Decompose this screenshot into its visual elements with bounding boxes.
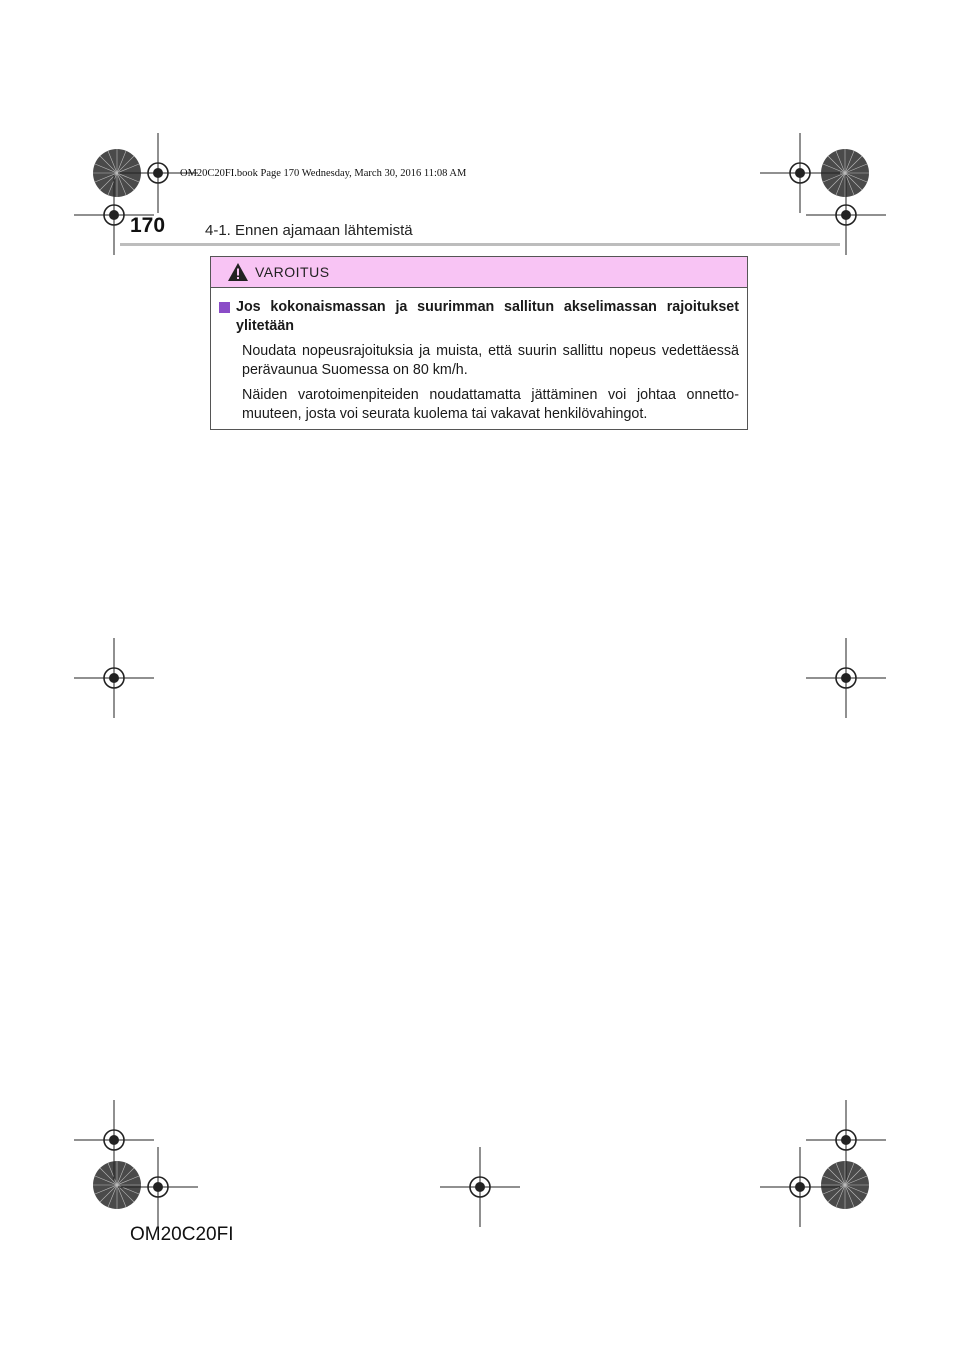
warning-label: VAROITUS	[255, 264, 330, 280]
warning-body	[211, 288, 747, 424]
warning-box	[210, 256, 748, 430]
warning-heading-text: Jos kokonaismassan ja suurimman sallitun akselimassan rajoitukset ylitetään	[236, 299, 739, 334]
registration-mark-icon	[74, 638, 154, 718]
header-rule	[120, 243, 840, 246]
registration-mark-icon	[440, 1147, 520, 1227]
square-bullet-icon	[219, 302, 230, 313]
print-info-line: OM20C20FI.book Page 170 Wednesday, March 30, 2016 11:08 AM	[180, 168, 467, 179]
registration-mark-icon	[806, 638, 886, 718]
warning-header	[211, 257, 747, 288]
warning-heading	[219, 298, 739, 336]
warning-triangle-icon	[227, 262, 249, 282]
model-code: OM20C20FI	[130, 1224, 234, 1245]
page-number: 170	[130, 214, 166, 237]
registration-mark-icon	[760, 1147, 840, 1227]
registration-mark-icon	[118, 1147, 198, 1227]
warning-paragraph: Näiden varotoimenpiteiden noudattamatta jättäminen voi johtaa onnetto-muuteen, josta voi seurata kuolema tai vakavat henkilövahingot.	[242, 387, 739, 422]
warning-paragraph: Noudata nopeusrajoituksia ja muista, että suurin sallittu nopeus vedettäessä perävaunua Suomessa on 80 km/h.	[242, 343, 739, 378]
section-title: 4-1. Ennen ajamaan lähtemistä	[205, 222, 413, 239]
